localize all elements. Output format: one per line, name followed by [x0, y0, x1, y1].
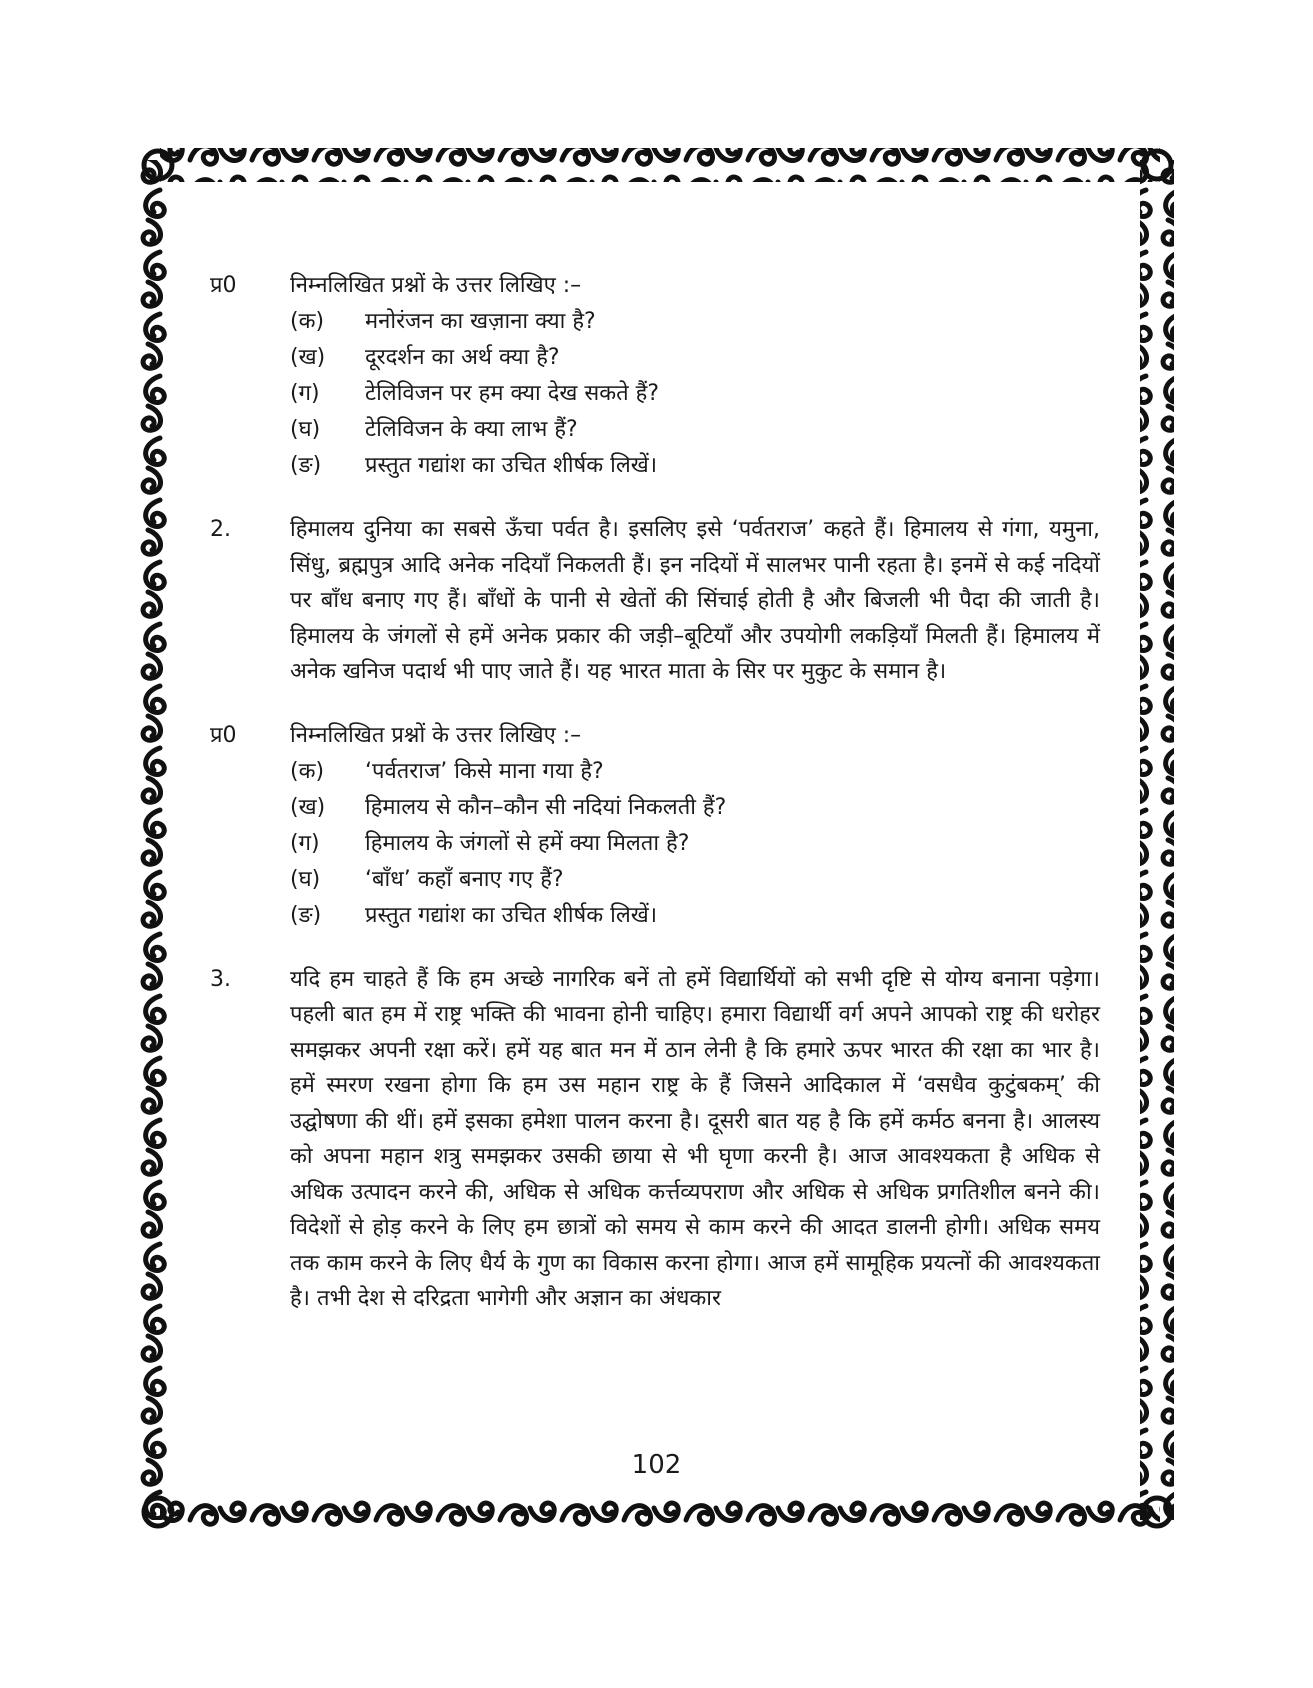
question-text: टेलिविजन के क्या लाभ हैं? [365, 417, 578, 442]
question-item [210, 448, 1100, 484]
question-text: टेलिविजन पर हम क्या देख सकते हैं? [365, 381, 660, 406]
question-label: (क) [290, 309, 325, 334]
question-text: प्रस्तुत गद्यांश का उचित शीर्षक लिखें। [365, 902, 658, 928]
question-marker: प्र0 [210, 722, 237, 748]
question-item [210, 790, 1100, 826]
question-marker: प्र0 [210, 273, 237, 298]
passage-number: 3. [210, 966, 231, 992]
question-text: दूरदर्शन का अर्थ क्या है? [365, 345, 560, 370]
question-item [210, 412, 1100, 448]
question-label: (ख) [290, 794, 326, 820]
question-text: प्रस्तुत गद्यांश का उचित शीर्षक लिखें। [365, 453, 658, 478]
question-heading-text: निम्नलिखित प्रश्नों के उत्तर लिखिए :– [290, 722, 582, 748]
question-item [210, 340, 1100, 376]
question-item [210, 376, 1100, 412]
passage-text: हिमालय दुनिया का सबसे ऊँचा पर्वत है। इसलिए इसे ‘पर्वतराज’ कहते हैं। हिमालय से गंगा, यमुना, सिंधु, ब्रह्मपुत्र आदि अनेक नदियाँ निकलती हैं। इन नदियों में सालभर पानी रहता है। इनमें से कई नदियों पर बाँध बनाए गए हैं। बाँधों के पानी से खेतों की सिंचाई होती है और बिजली भी पैदा की जाती है। हिमालय के जंगलों से हमें अनेक प्रकार की जड़ी–बूटियाँ और उपयोगी लकड़ियाँ मिलती हैं। हिमालय में अनेक खनिज पदार्थ भी पाए जाते हैं। यह भारत माता के सिर पर मुकुट के समान है। [290, 517, 1100, 684]
page-content [210, 268, 1100, 1317]
passage-2 [210, 512, 1100, 690]
question-label: (घ) [290, 417, 321, 442]
question-heading-text: निम्नलिखित प्रश्नों के उत्तर लिखिए :– [290, 273, 582, 298]
question-label: (ङ) [290, 902, 322, 928]
passage-number: 2. [210, 517, 231, 542]
question-item [210, 304, 1100, 340]
page-number: 102 [631, 1450, 682, 1480]
question-label: (ग) [290, 830, 320, 856]
question-label: (क) [290, 758, 325, 784]
question-item [210, 826, 1100, 862]
question-item [210, 898, 1100, 934]
question-item [210, 862, 1100, 898]
question-item [210, 754, 1100, 790]
question-text: हिमालय से कौन–कौन सी नदियां निकलती हैं? [365, 794, 727, 820]
question-heading-2 [210, 718, 1100, 754]
passage-3 [210, 962, 1100, 1317]
question-text: ‘बाँध’ कहाँ बनाए गए हैं? [365, 866, 564, 892]
question-label: (ङ) [290, 453, 322, 478]
question-text: ‘पर्वतराज’ किसे माना गया है? [365, 758, 604, 784]
question-label: (घ) [290, 866, 321, 892]
question-text: हिमालय के जंगलों से हमें क्या मिलता है? [365, 830, 690, 856]
question-heading-1 [210, 268, 1100, 304]
question-text: मनोरंजन का खज़ाना क्या है? [365, 309, 596, 334]
passage-text: यदि हम चाहते हैं कि हम अच्छे नागरिक बनें तो हमें विद्यार्थियों को सभी दृष्टि से योग्य बनाना पड़ेगा। पहली बात हम में राष्ट्र भक्ति की भावना होनी चाहिए। हमारा विद्यार्थी वर्ग अपने आपको राष्ट्र की धरोहर समझकर अपनी रक्षा करें। हमें यह बात मन में ठान लेनी है कि हमारे ऊपर भारत की रक्षा का भार है। हमें स्मरण रखना होगा कि हम उस महान राष्ट्र के हैं जिसने आदिकाल में ‘वसधैव कुटुंबकम्’ की उद्घोषणा की थीं। हमें इसका हमेशा पालन करना है। दूसरी बात यह है कि हमें कर्मठ बनना है। आलस्य को अपना महान शत्रु समझकर उसकी छाया से भी घृणा करनी है। आज आवश्यकता है अधिक से अधिक उत्पादन करने की, अधिक से अधिक कर्त्तव्यपराण और अधिक से अधिक प्रगतिशील बनने की। विदेशों से होड़ करने के लिए हम छात्रों को समय से काम करने की आदत डालनी होगी। अधिक समय तक काम करने के लिए धैर्य के गुण का विकास करना होगा। आज हमें सामूहिक प्रयत्नों की आवश्यकता है। तभी देश से दरिद्रता भागेगी और अज्ञान का अंधकार [290, 966, 1100, 1311]
question-label: (ख) [290, 345, 326, 370]
question-label: (ग) [290, 381, 320, 406]
